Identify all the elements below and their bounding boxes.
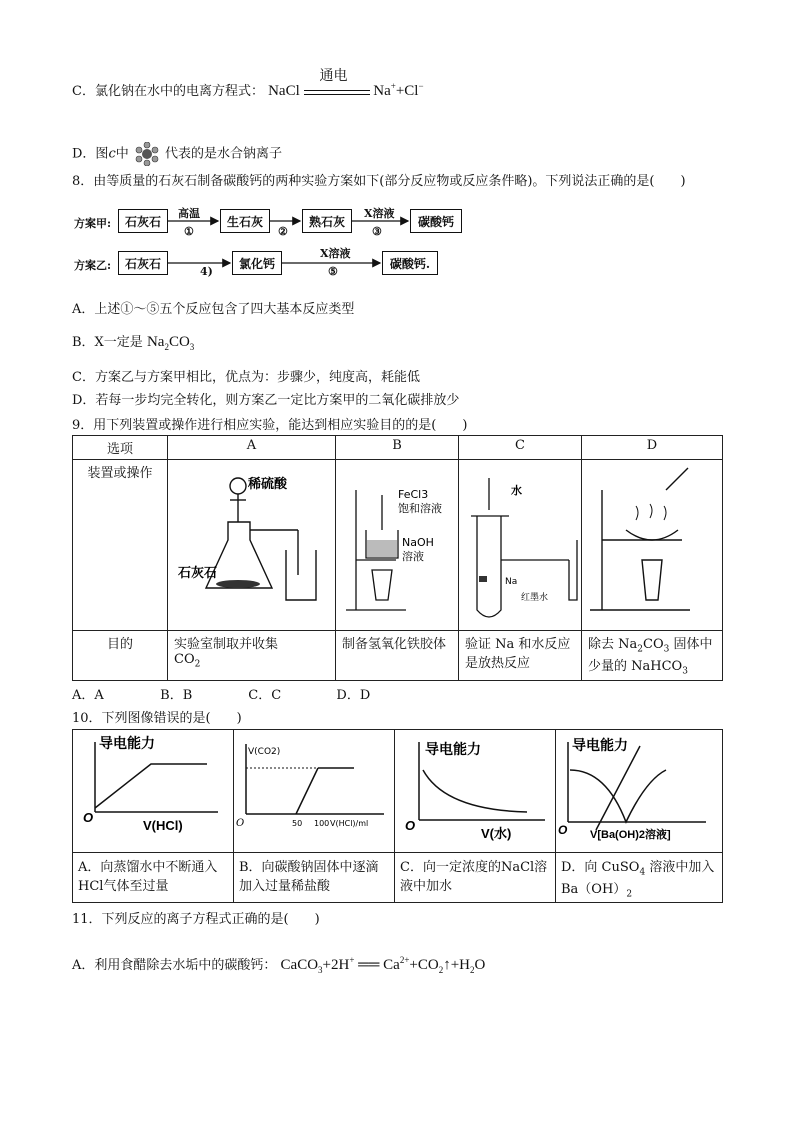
plan-a-num-3: ③ bbox=[372, 225, 382, 238]
svg-text:导电能力: 导电能力 bbox=[425, 741, 481, 757]
svg-text:O: O bbox=[236, 818, 245, 829]
q9-purpose-d: 除去 $Na_2CO_3$ 固体中少量的 NaHCO$_3$ bbox=[582, 631, 723, 681]
q11-equation: CaCO$_3$+2H+ ══ $Ca^{2+}+CO_2↑+H_2O$ bbox=[280, 955, 486, 975]
svg-text:O: O bbox=[405, 818, 416, 833]
q9-apparatus-c bbox=[459, 460, 582, 631]
q7-option-c: C．氯化钠在水中的电离方程式： NaCl 通电 Na++Cl− bbox=[72, 68, 424, 99]
q11-stem: 11．下列反应的离子方程式正确的是( ) bbox=[72, 912, 320, 927]
svg-text:V[Ba(OH)2溶液]: V[Ba(OH)2溶液] bbox=[590, 829, 671, 841]
plan-b-box-3: 碳酸钙. bbox=[382, 251, 438, 275]
plan-a-box-2: 生石灰 bbox=[220, 209, 270, 233]
plan-b-box-1: 石灰石 bbox=[118, 251, 168, 275]
q10-graph-a bbox=[73, 730, 234, 853]
q9-purpose-b: 制备氢氧化铁胶体 bbox=[336, 631, 459, 681]
q8-option-c: C．方案乙与方案甲相比，优点为：步骤少，纯度高，耗能低 bbox=[72, 370, 420, 385]
q9-purpose-c: 验证 Na 和水反应是放热反应 bbox=[459, 631, 582, 681]
q10-caption-a: A．向蒸馏水中不断通入HCl气体至过量 bbox=[73, 853, 234, 903]
plan-b-box-2: 氯化钙 bbox=[232, 251, 282, 275]
plan-a-cond-3: X溶液 bbox=[364, 207, 395, 220]
q7-equation: NaCl 通电 Na++Cl− bbox=[268, 68, 424, 99]
label-saturated: 饱和溶液 bbox=[398, 502, 442, 515]
svg-text:导电能力: 导电能力 bbox=[572, 737, 628, 753]
plan-b-label: 方案乙: bbox=[74, 259, 112, 272]
apparatus-b-drawing bbox=[336, 460, 458, 626]
label-dilute-acid: 稀硫酸 bbox=[248, 477, 288, 492]
q8-stem: 8．由等质量的石灰石制备碳酸钙的两种实验方案如下(部分反应物或反应条件略)。下列说法正确的是( ) bbox=[72, 174, 686, 189]
svg-text:V(CO2): V(CO2) bbox=[248, 747, 281, 757]
q9-header-option: 选项 bbox=[73, 436, 168, 460]
plan-a-box-4: 碳酸钙 bbox=[410, 209, 462, 233]
plan-b-num-2: ⑤ bbox=[328, 265, 338, 278]
svg-text:O: O bbox=[83, 810, 94, 825]
q10-table bbox=[72, 729, 723, 903]
q8-option-a: A．上述①～⑤五个反应包含了四大基本反应类型 bbox=[72, 302, 355, 317]
label-na: Na bbox=[505, 577, 518, 587]
label-water: 水 bbox=[511, 484, 522, 497]
q7-option-d: D．图c中 代表的是水合钠离子 bbox=[72, 142, 282, 166]
q9-apparatus-a bbox=[168, 460, 336, 631]
q9-table bbox=[72, 435, 723, 681]
label-limestone: 石灰石 bbox=[178, 566, 218, 581]
q10-caption-d: D．向 CuSO$_4$ 溶液中加入 $Ba(OH)_2$ bbox=[556, 853, 723, 903]
q8-option-b: B．X一定是 $Na_2CO_3$ bbox=[72, 334, 195, 352]
svg-text:100: 100 bbox=[314, 819, 330, 828]
plan-a-num-1: ① bbox=[184, 225, 194, 238]
apparatus-a-drawing bbox=[168, 460, 328, 626]
flow-arrows bbox=[72, 195, 472, 280]
q9-row-apparatus-label: 装置或操作 bbox=[73, 460, 168, 631]
hydrated-ion-icon bbox=[133, 142, 161, 166]
plan-a-num-2: ② bbox=[278, 225, 288, 238]
label-fecl3: FeCl3 bbox=[398, 488, 429, 501]
plan-b-cond-2: X溶液 bbox=[320, 247, 351, 260]
label-naoh: NaOH bbox=[402, 536, 434, 549]
q10-graph-c bbox=[395, 730, 556, 853]
q9-header-a: A bbox=[168, 436, 336, 460]
q9-header-b: B bbox=[336, 436, 459, 460]
svg-text:50: 50 bbox=[292, 819, 303, 828]
q9-apparatus-d bbox=[582, 460, 723, 631]
svg-text:导电能力: 导电能力 bbox=[99, 735, 155, 751]
label-solution: 溶液 bbox=[402, 550, 424, 563]
q9-header-c: C bbox=[459, 436, 582, 460]
q9-apparatus-b bbox=[336, 460, 459, 631]
q9-choices: A．A B．B C．C D．D bbox=[72, 688, 371, 703]
plan-a-label: 方案甲: bbox=[74, 217, 112, 230]
q10-stem: 10．下列图像错误的是( ) bbox=[72, 711, 242, 726]
apparatus-c-drawing bbox=[459, 460, 581, 626]
q10-caption-c: C．向一定浓度的NaCl溶液中加水 bbox=[395, 853, 556, 903]
q8-flow-diagram bbox=[72, 195, 472, 280]
plan-a-box-1: 石灰石 bbox=[118, 209, 168, 233]
q9-row-purpose-label: 目的 bbox=[73, 631, 168, 681]
q9-header-d: D bbox=[582, 436, 723, 460]
q9-purpose-a: 实验室制取并收集 $CO_2$ bbox=[168, 631, 336, 681]
svg-text:V(HCl)/ml: V(HCl)/ml bbox=[330, 819, 369, 828]
plan-a-cond-1: 高温 bbox=[178, 207, 200, 220]
q9-stem: 9．用下列装置或操作进行相应实验，能达到相应实验目的的是( ) bbox=[72, 418, 468, 433]
svg-text:V(HCl): V(HCl) bbox=[143, 818, 183, 833]
q10-caption-b: B．向碳酸钠固体中逐滴加入过量稀盐酸 bbox=[234, 853, 395, 903]
plan-b-num-1: 4) bbox=[200, 265, 213, 278]
q10-graph-b bbox=[234, 730, 395, 853]
q10-graph-d bbox=[556, 730, 723, 853]
q11-option-a: A．利用食醋除去水垢中的碳酸钙： CaCO$_3$+2H+ ══ $Ca^{2+}+CO_2↑+H_2O$ bbox=[72, 955, 486, 975]
label-red-ink: 红墨水 bbox=[521, 593, 549, 603]
apparatus-d-drawing bbox=[582, 460, 712, 626]
svg-text:V(水): V(水) bbox=[481, 826, 512, 841]
q8-option-d: D．若每一步均完全转化，则方案乙一定比方案甲的二氧化碳排放少 bbox=[72, 393, 460, 408]
svg-text:O: O bbox=[558, 823, 568, 837]
na2co3-formula: $Na_2CO_3$ bbox=[146, 334, 195, 352]
plan-a-box-3: 熟石灰 bbox=[302, 209, 352, 233]
eq-arrow: 通电 bbox=[304, 85, 370, 99]
